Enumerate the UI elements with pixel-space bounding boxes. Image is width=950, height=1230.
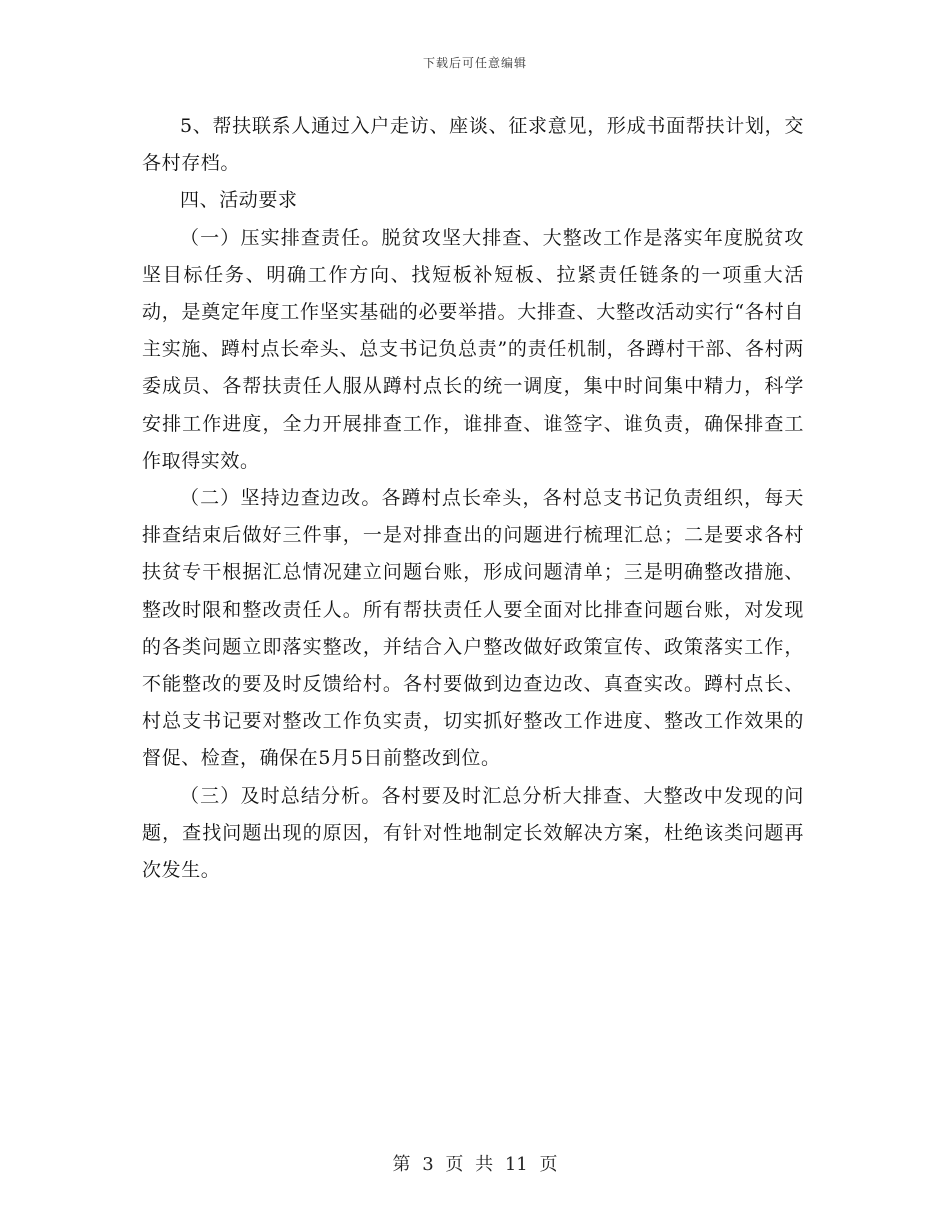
page-number: 第 3 页 共 11 页 [392, 1154, 558, 1175]
paragraph-requirement-2: （二）坚持边查边改。各蹲村点长牵头，各村总支书记负责组织，每天排查结束后做好三件事，一是对排查出的问题进行梳理汇总；二是要求各村扶贫专干根据汇总情况建立问题台账，形成问题清单；三是明确整改措施、整改时限和整改责任人。所有帮扶责任人要全面对比排查问题台账，对发现的各类问题立即落实整改，并结合入户整改做好政策宣传、政策落实工作，不能整改的要及时反馈给村。各村要做到边查边改、真查实改。蹲村点长、村总支书记要对整改工作负实责，切实抓好整改工作进度、整改工作效果的督促、检查，确保在5月5日前整改到位。 [142, 487, 804, 770]
section-heading-activity-requirements: 四、活动要求 [180, 189, 298, 212]
paragraph-requirement-1: （一）压实排查责任。脱贫攻坚大排查、大整改工作是落实年度脱贫攻坚目标任务、明确工作方向、找短板补短板、拉紧责任链条的一项重大活动，是奠定年度工作坚实基础的必要举措。大排查、大整改活动实行“各村自主实施、蹲村点长牵头、总支书记负总责”的责任机制，各蹲村干部、各村两委成员、各帮扶责任人服从蹲村点长的统一调度，集中时间集中精力，科学安排工作进度，全力开展排查工作，谁排查、谁签字、谁负责，确保排查工作取得实效。 [142, 226, 804, 472]
document-body [142, 108, 804, 889]
page-header: 下载后可任意编辑 [422, 56, 527, 70]
paragraph-5: 5、帮扶联系人通过入户走访、座谈、征求意见，形成书面帮扶计划，交各村存档。 [142, 115, 804, 175]
paragraph-requirement-3: （三）及时总结分析。各村要及时汇总分析大排查、大整改中发现的问题，查找问题出现的原因，有针对性地制定长效解决方案，杜绝该类问题再次发生。 [142, 784, 804, 882]
